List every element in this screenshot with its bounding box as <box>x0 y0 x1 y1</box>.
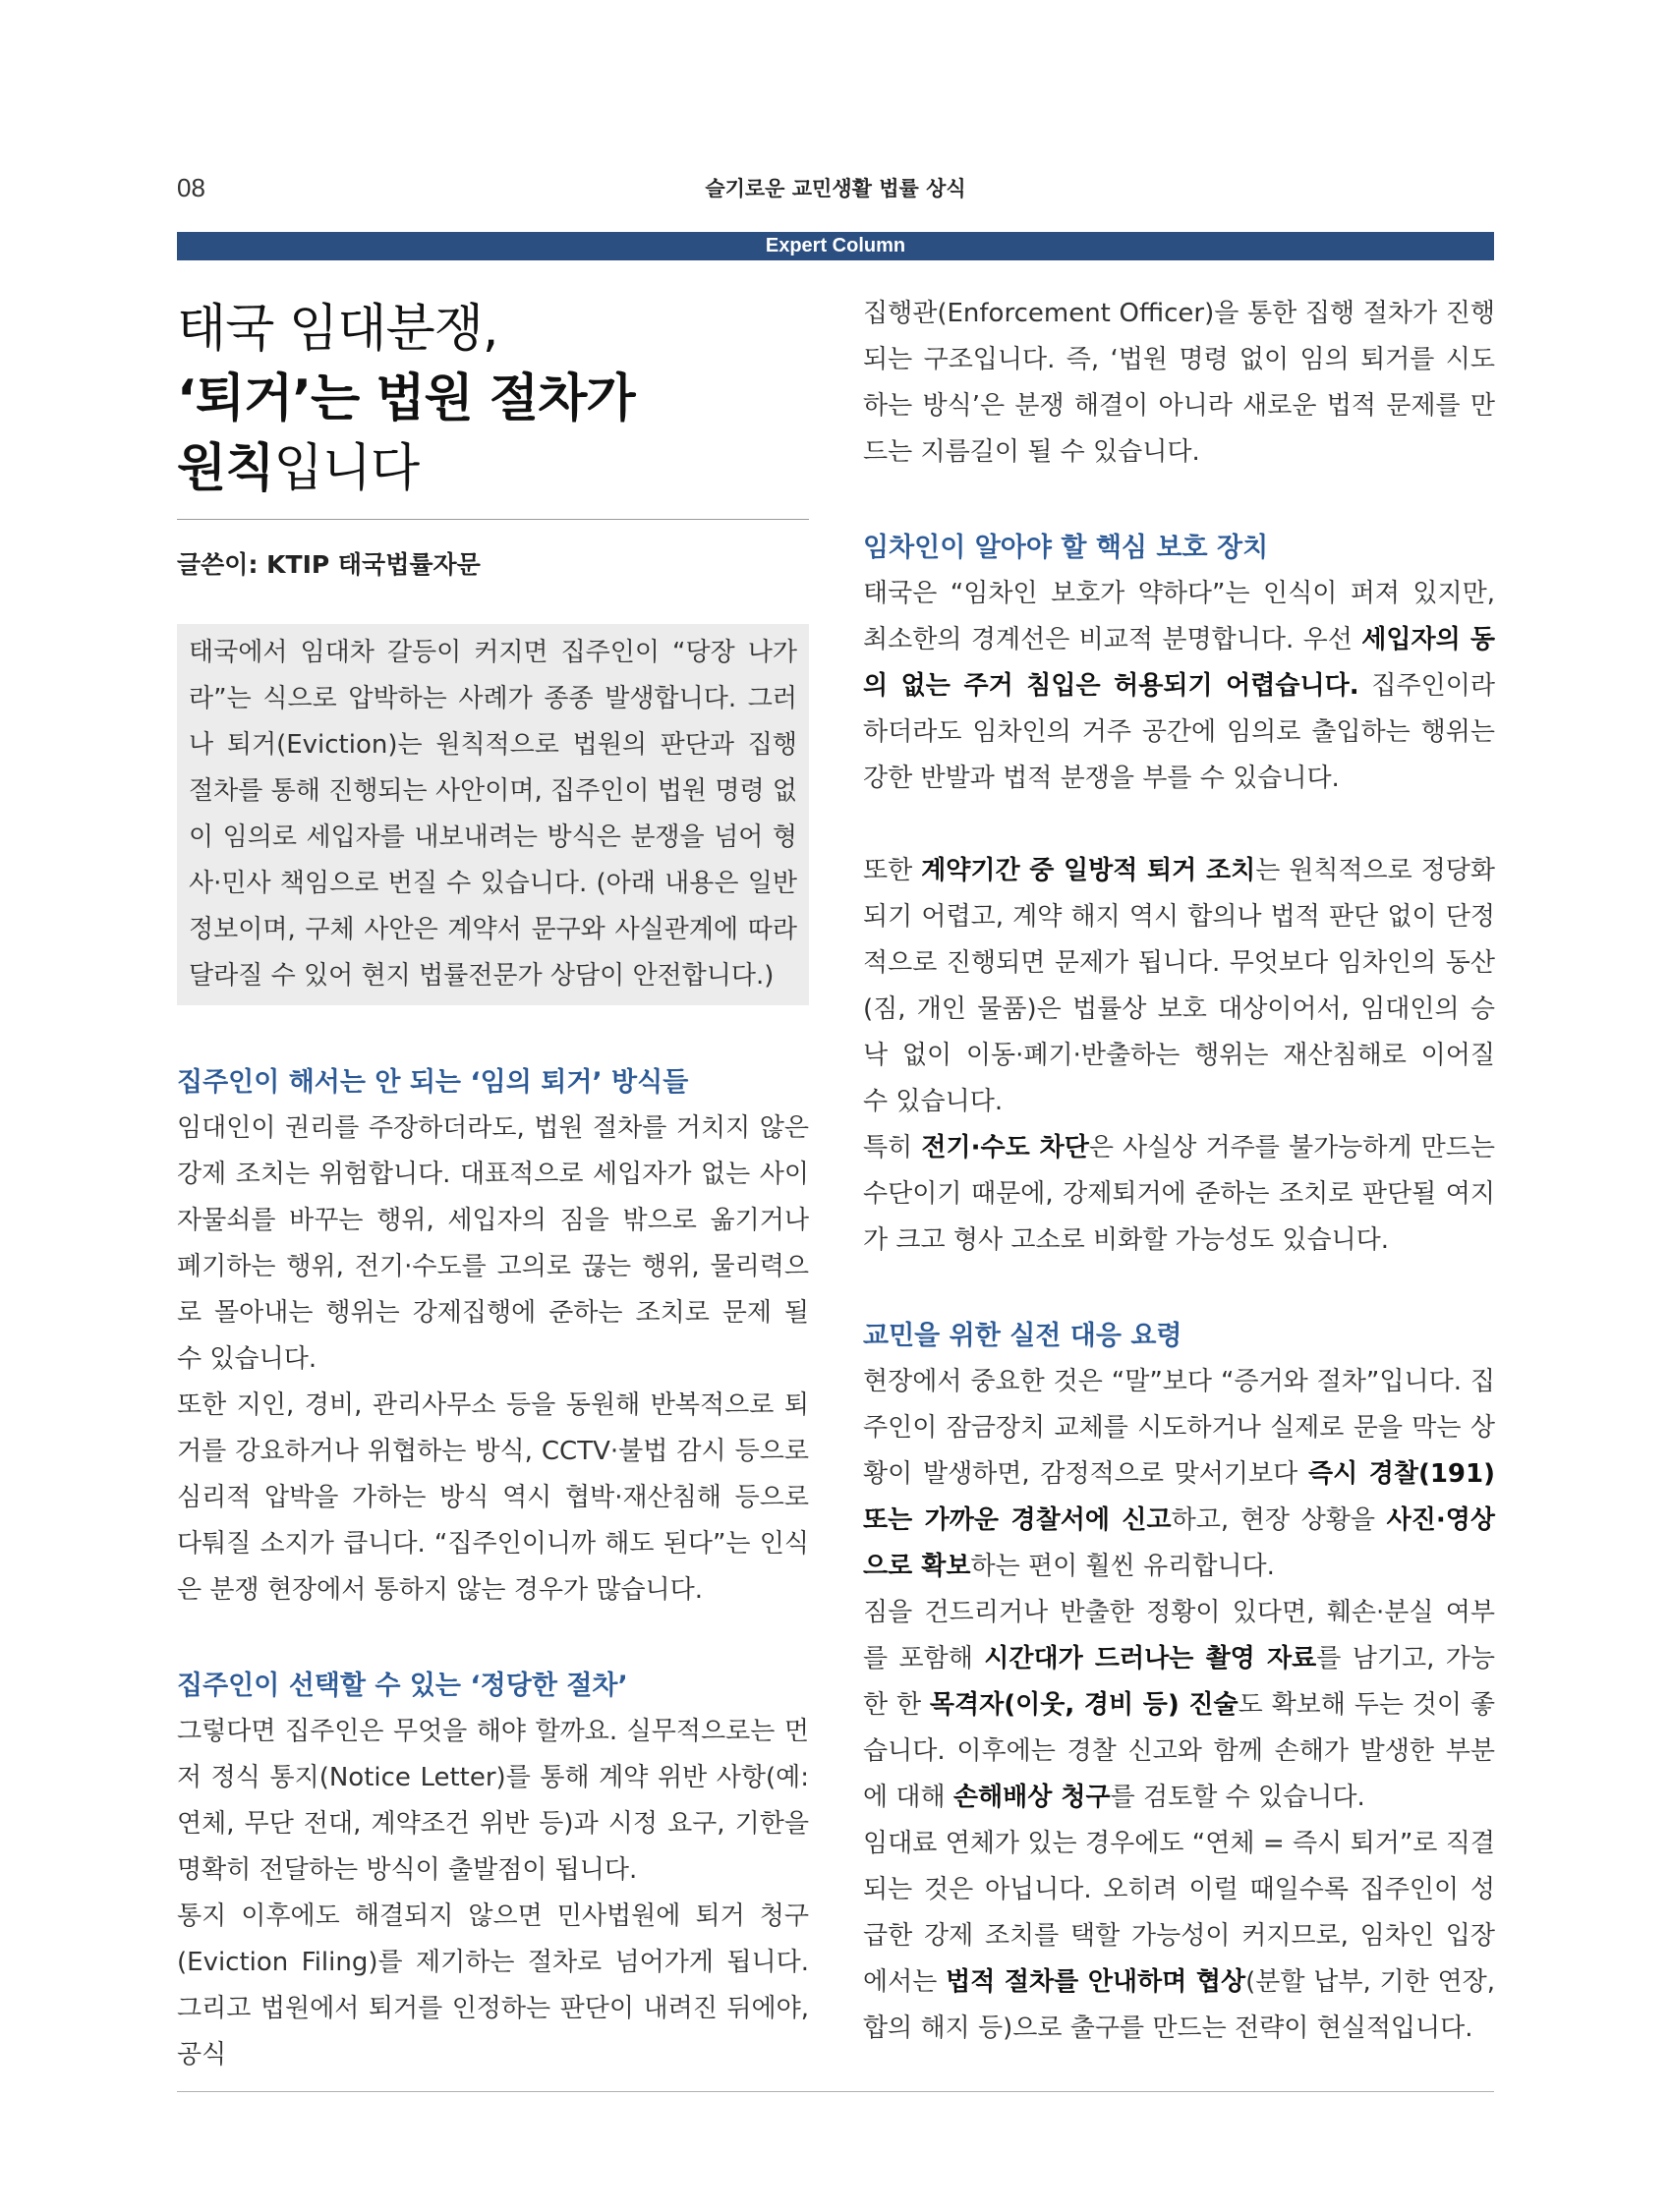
section-heading-4: 교민을 위한 실전 대응 요령 <box>863 1321 1182 1351</box>
right-column <box>863 291 1495 2052</box>
section-heading-2: 집주인이 선택할 수 있는 ‘정당한 절차’ <box>177 1671 628 1701</box>
spacer <box>863 802 1495 848</box>
title-line-3-bold: 원칙 <box>177 439 274 498</box>
spacer <box>863 476 1495 525</box>
byline: 글쓴이: KTIP 태국법률자문 <box>177 550 481 579</box>
section-heading-3: 임차인이 알아야 할 핵심 보호 장치 <box>863 533 1269 563</box>
footer-divider <box>177 2091 1494 2092</box>
lead-box: 태국에서 임대차 갈등이 커지면 집주인이 “당장 나가라”는 식으로 압박하는 사례가 종종 발생합니다. 그러나 퇴거(Eviction)는 원칙적으로 법원의 판단과 집행 절차를 통해 진행되는 사안이며, 집주인이 법원 명령 없이 임의로 세입자를 내보내려는 방식은 분쟁을 넘어 형사·민사 책임으로 번질 수 있습니다. (아래 내용은 일반 정보이며, 구체 사안은 계약서 문구와 사실관계에 따라 달라질 수 있어 현지 법률전문가 상담이 안전합니다.) <box>177 624 809 1005</box>
article-title <box>177 295 809 519</box>
section-4-paragraph-1: 현장에서 중요한 것은 “말”보다 “증거와 절차”입니다. 집주인이 잠금장치 교체를 시도하거나 실제로 문을 막는 상황이 발생하면, 감정적으로 맞서기보다 즉시 경찰(191) 또는 가까운 경찰서에 신고하고, 현장 상황을 사진·영상으로 확보하는 편이 훨씬 유리합니다. <box>863 1367 1495 1581</box>
title-divider <box>177 519 809 520</box>
section-1-paragraph-2: 또한 지인, 경비, 관리사무소 등을 동원해 반복적으로 퇴거를 강요하거나 위협하는 방식, CCTV·불법 감시 등으로 심리적 압박을 가하는 방식 역시 협박·재산침해 등으로 다퉈질 소지가 큽니다. “집주인이니까 해도 된다”는 인식은 분쟁 현장에서 통하지 않는 경우가 많습니다. <box>177 1390 809 1605</box>
spacer <box>177 1614 809 1663</box>
section-heading-1: 집주인이 해서는 안 되는 ‘임의 퇴거’ 방식들 <box>177 1067 689 1098</box>
running-title: 슬기로운 교민생활 법률 상식 <box>705 177 966 200</box>
title-line-3-rest: 입니다 <box>273 439 420 498</box>
section-2-paragraph-3: 집행관(Enforcement Officer)을 통한 집행 절차가 진행되는 구조입니다. 즉, ‘법원 명령 없이 임의 퇴거를 시도하는 방식’은 분쟁 해결이 아니라 새로운 법적 문제를 만드는 지름길이 될 수 있습니다. <box>863 299 1495 467</box>
spacer <box>863 1264 1495 1313</box>
section-3-paragraph-1: 태국은 “임차인 보호가 약하다”는 인식이 퍼져 있지만, 최소한의 경계선은 비교적 분명합니다. 우선 세입자의 동의 없는 주거 침입은 허용되기 어렵습니다. 집주인이라 하더라도 임차인의 거주 공간에 임의로 출입하는 행위는 강한 반발과 법적 분쟁을 부를 수 있습니다. <box>863 579 1495 793</box>
section-2-paragraph-1: 그렇다면 집주인은 무엇을 해야 할까요. 실무적으로는 먼저 정식 통지(Notice Letter)를 통해 계약 위반 사항(예: 연체, 무단 전대, 계약조건 위반 등)과 시정 요구, 기한을 명확히 전달하는 방식이 출발점이 됩니다. <box>177 1717 809 1885</box>
page-number: 08 <box>177 173 205 202</box>
title-line-1: 태국 임대분쟁, <box>177 300 498 359</box>
section-banner: Expert Column <box>177 232 1494 260</box>
section-4-paragraph-3: 임대료 연체가 있는 경우에도 “연체 = 즉시 퇴거”로 직결되는 것은 아닙니다. 오히려 이럴 때일수록 집주인이 성급한 강제 조치를 택할 가능성이 커지므로, 임차인 입장에서는 법적 절차를 안내하며 협상(분할 납부, 기한 연장, 합의 해지 등)으로 출구를 만드는 전략이 현실적입니다. <box>863 1829 1495 2043</box>
section-3-paragraph-2: 또한 계약기간 중 일방적 퇴거 조치는 원칙적으로 정당화되기 어렵고, 계약 해지 역시 합의나 법적 판단 없이 단정적으로 진행되면 문제가 됩니다. 무엇보다 임차인의 동산(짐, 개인 물품)은 법률상 보호 대상이어서, 임대인의 승낙 없이 이동·폐기·반출하는 행위는 재산침해로 이어질 수 있습니다. <box>863 856 1496 1116</box>
left-column <box>177 285 809 2078</box>
section-2-paragraph-2: 통지 이후에도 해결되지 않으면 민사법원에 퇴거 청구(Eviction Filing)를 제기하는 절차로 넘어가게 됩니다. 그리고 법원에서 퇴거를 인정하는 판단이 내려진 뒤에야, 공식 <box>177 1901 809 2070</box>
section-4-paragraph-2: 짐을 건드리거나 반출한 정황이 있다면, 훼손·분실 여부를 포함해 시간대가 드러나는 촬영 자료를 남기고, 가능한 한 목격자(이웃, 경비 등) 진술도 확보해 두는 것이 좋습니다. 이후에는 경찰 신고와 함께 손해가 발생한 부분에 대해 손해배상 청구를 검토할 수 있습니다. <box>863 1598 1496 1812</box>
section-3-paragraph-3: 특히 전기·수도 차단은 사실상 거주를 불가능하게 만드는 수단이기 때문에, 강제퇴거에 준하는 조치로 판단될 여지가 크고 형사 고소로 비화할 가능성도 있습니다. <box>863 1133 1495 1255</box>
section-1-paragraph-1: 임대인이 권리를 주장하더라도, 법원 절차를 거치지 않은 강제 조치는 위험합니다. 대표적으로 세입자가 없는 사이 자물쇠를 바꾸는 행위, 세입자의 짐을 밖으로 옮기거나 폐기하는 행위, 전기·수도를 고의로 끊는 행위, 물리력으로 몰아내는 행위는 강제집행에 준하는 조치로 문제 될 수 있습니다. <box>177 1113 809 1374</box>
title-line-2: ‘퇴거’는 법원 절차가 <box>177 369 635 428</box>
